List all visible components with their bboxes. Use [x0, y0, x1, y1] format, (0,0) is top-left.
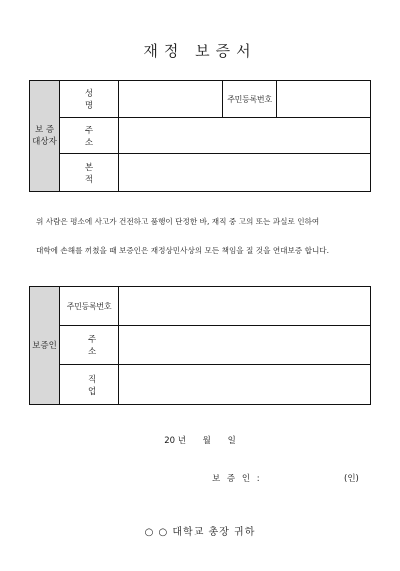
guarantor-rrn-field[interactable] [119, 287, 371, 326]
guarantor-address-label: 주 소 [60, 326, 119, 365]
document-title: 재정 보증서 [143, 42, 257, 60]
date-month: 월 [202, 436, 211, 446]
guarantor-side-label: 보증인 [30, 287, 60, 405]
seal-mark[interactable]: (인) [344, 474, 359, 484]
name-field[interactable] [119, 81, 223, 118]
subject-rrn-field[interactable] [277, 81, 371, 118]
date-day: 일 [227, 436, 236, 446]
guarantor-rrn-label: 주민등록번호 [60, 287, 119, 326]
subject-rrn-label: 주민등록번호 [223, 81, 277, 118]
date-line [0, 434, 400, 446]
statement-line-1: 위 사람은 평소에 사고가 건전하고 품행이 단정한 바, 재직 중 고의 또는 과실로 인하여 [36, 217, 320, 226]
subject-table [29, 80, 371, 192]
subject-address-label: 주 소 [60, 118, 119, 154]
origin-field[interactable] [119, 154, 371, 192]
job-label: 직 업 [60, 365, 119, 405]
subject-side-label-line1: 보 증 [34, 125, 55, 135]
guarantor-address-field[interactable] [119, 326, 371, 365]
subject-address-field[interactable] [119, 118, 371, 154]
subject-side-label [30, 81, 60, 192]
guarantor-table [29, 286, 371, 405]
recipient-line: ○ ○ 대학교 총장 귀하 [144, 527, 256, 538]
statement-line-2: 대학에 손해를 끼쳤을 때 보증인은 재정상민사상의 모든 책임을 질 것을 연대보증 합니다. [36, 246, 330, 255]
subject-side-label-line2: 대상자 [32, 137, 57, 147]
guarantor-signature-label: 보 증 인 : [212, 474, 262, 484]
date-year: 20 년 [164, 436, 186, 446]
origin-label: 본 적 [60, 154, 119, 192]
job-field[interactable] [119, 365, 371, 405]
name-label: 성 명 [60, 81, 119, 118]
